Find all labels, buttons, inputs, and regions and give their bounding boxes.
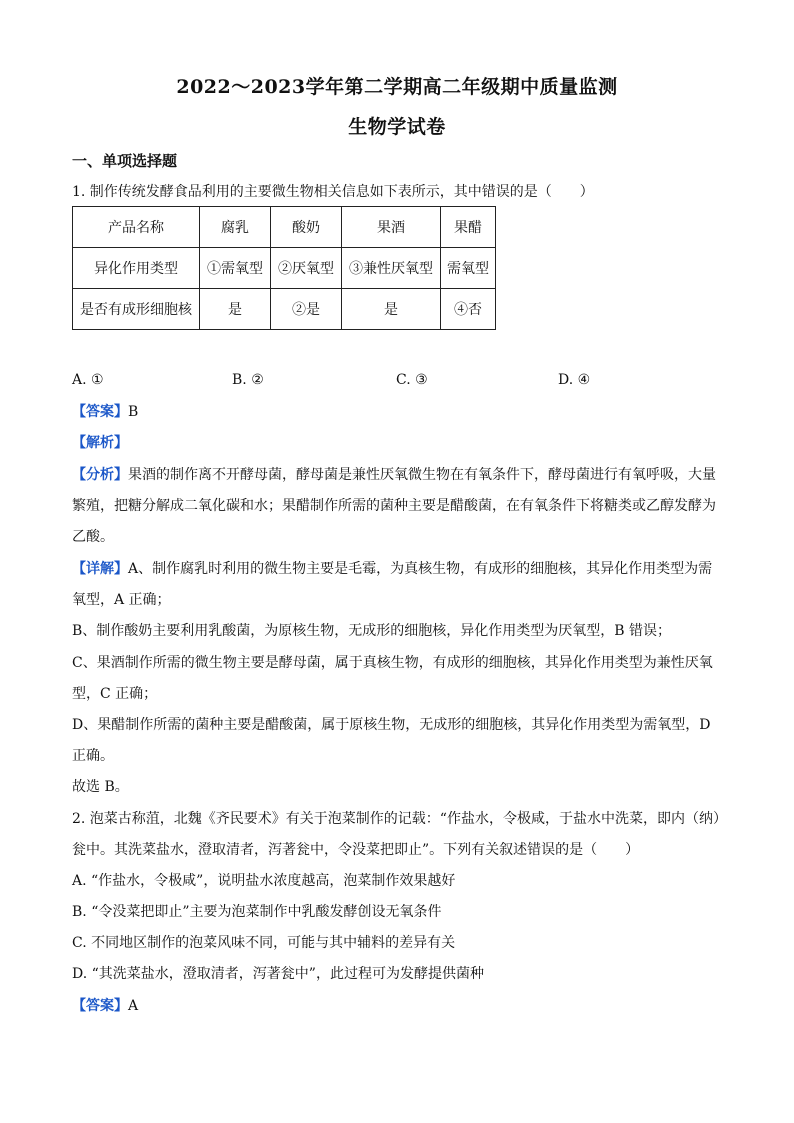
table-cell: 是	[342, 289, 441, 330]
table-header-cell: 果酒	[342, 207, 441, 248]
answer-value: A	[128, 998, 139, 1014]
xiangjie-text: 型，C 正确；	[72, 686, 158, 702]
fenxi-text: 果酒的制作离不开酵母菌，酵母菌是兼性厌氧微生物在有氧条件下，酵母菌进行有氧呼吸，大量	[128, 467, 716, 483]
fenxi-text: 繁殖，把糖分解成二氧化碳和水；果醋制作所需的菌种主要是醋酸菌，在有氧条件下将糖类或乙醇发酵为	[72, 498, 716, 514]
table-header-cell: 产品名称	[73, 207, 200, 248]
option-c: C. 不同地区制作的泡菜风味不同，可能与其中辅料的差异有关	[72, 935, 456, 951]
xiangjie-tag: 【详解】	[72, 561, 128, 577]
option-c: C. ③	[396, 372, 428, 388]
fenxi-text: 乙酸。	[72, 529, 114, 545]
table-cell: ①需氧型	[200, 248, 271, 289]
answer-line	[72, 402, 732, 422]
xiangjie-text: 氧型，A 正确；	[72, 592, 171, 608]
table-cell: 需氧型	[441, 248, 496, 289]
table-row	[73, 248, 496, 289]
option-d: D. ④	[558, 372, 591, 388]
table-cell: 是否有成形细胞核	[73, 289, 200, 330]
section-heading: 一、单项选择题	[72, 152, 178, 170]
table-header-cell: 酸奶	[271, 207, 342, 248]
fenxi-tag: 【分析】	[72, 467, 128, 483]
option-a: A. “作盐水，令极咸”，说明盐水浓度越高，泡菜制作效果越好	[72, 873, 456, 889]
xiangjie-text: 故选 B。	[72, 779, 129, 795]
xiangjie-text: C、果酒制作所需的微生物主要是酵母菌，属于真核生物，有成形的细胞核，其异化作用类型为兼性厌氧	[72, 655, 713, 671]
table-row	[73, 289, 496, 330]
answer-tag: 【答案】	[72, 404, 128, 420]
exam-subtitle: 生物学试卷	[348, 116, 446, 138]
answer-value: B	[128, 404, 139, 420]
table-cell: ④否	[441, 289, 496, 330]
option-d: D. “其洗菜盐水，澄取清者，泻著瓮中”，此过程可为发酵提供菌种	[72, 966, 484, 982]
table-cell: ②是	[271, 289, 342, 330]
table-cell: 异化作用类型	[73, 248, 200, 289]
xiangjie-text: D、果醋制作所需的菌种主要是醋酸菌，属于原核生物，无成形的细胞核，其异化作用类型为需氧型，D	[72, 717, 711, 733]
option-b: B. “令没菜把即止”主要为泡菜制作中乳酸发酵创设无氧条件	[72, 904, 442, 920]
table-cell: ②厌氧型	[271, 248, 342, 289]
answer-line	[72, 996, 732, 1016]
analysis-line	[72, 433, 732, 453]
microbe-table	[72, 206, 496, 330]
option-b: B. ②	[232, 372, 264, 388]
answer-tag: 【答案】	[72, 998, 128, 1014]
xiangjie-text: B、制作酸奶主要利用乳酸菌，为原核生物，无成形的细胞核，异化作用类型为厌氧型，B 错误；	[72, 623, 672, 639]
table-cell: ③兼性厌氧型	[342, 248, 441, 289]
question-2-stem: 2. 泡菜古称菹，北魏《齐民要术》有关于泡菜制作的记载：“作盐水，令极咸，于盐水中洗菜，即内（纳）	[72, 811, 727, 827]
xiangjie-text: 正确。	[72, 748, 114, 764]
question-1-stem: 1. 制作传统发酵食品利用的主要微生物相关信息如下表所示，其中错误的是（ ）	[72, 184, 594, 200]
table-header-row	[73, 207, 496, 248]
table-header-cell: 果醋	[441, 207, 496, 248]
analysis-tag: 【解析】	[72, 435, 128, 451]
fenxi-line	[72, 465, 732, 485]
table-header-cell: 腐乳	[200, 207, 271, 248]
exam-title: 2022～2023学年第二学期高二年级期中质量监测	[176, 76, 618, 98]
table-cell: 是	[200, 289, 271, 330]
option-a: A. ①	[72, 372, 104, 388]
question-2-stem: 瓮中。其洗菜盐水，澄取清者，泻著瓮中，令没菜把即止”。下列有关叙述错误的是（ ）	[72, 842, 640, 858]
xiangjie-text: A、制作腐乳时利用的微生物主要是毛霉，为真核生物，有成形的细胞核，其异化作用类型为需	[128, 561, 713, 577]
xiangjie-line	[72, 559, 732, 579]
